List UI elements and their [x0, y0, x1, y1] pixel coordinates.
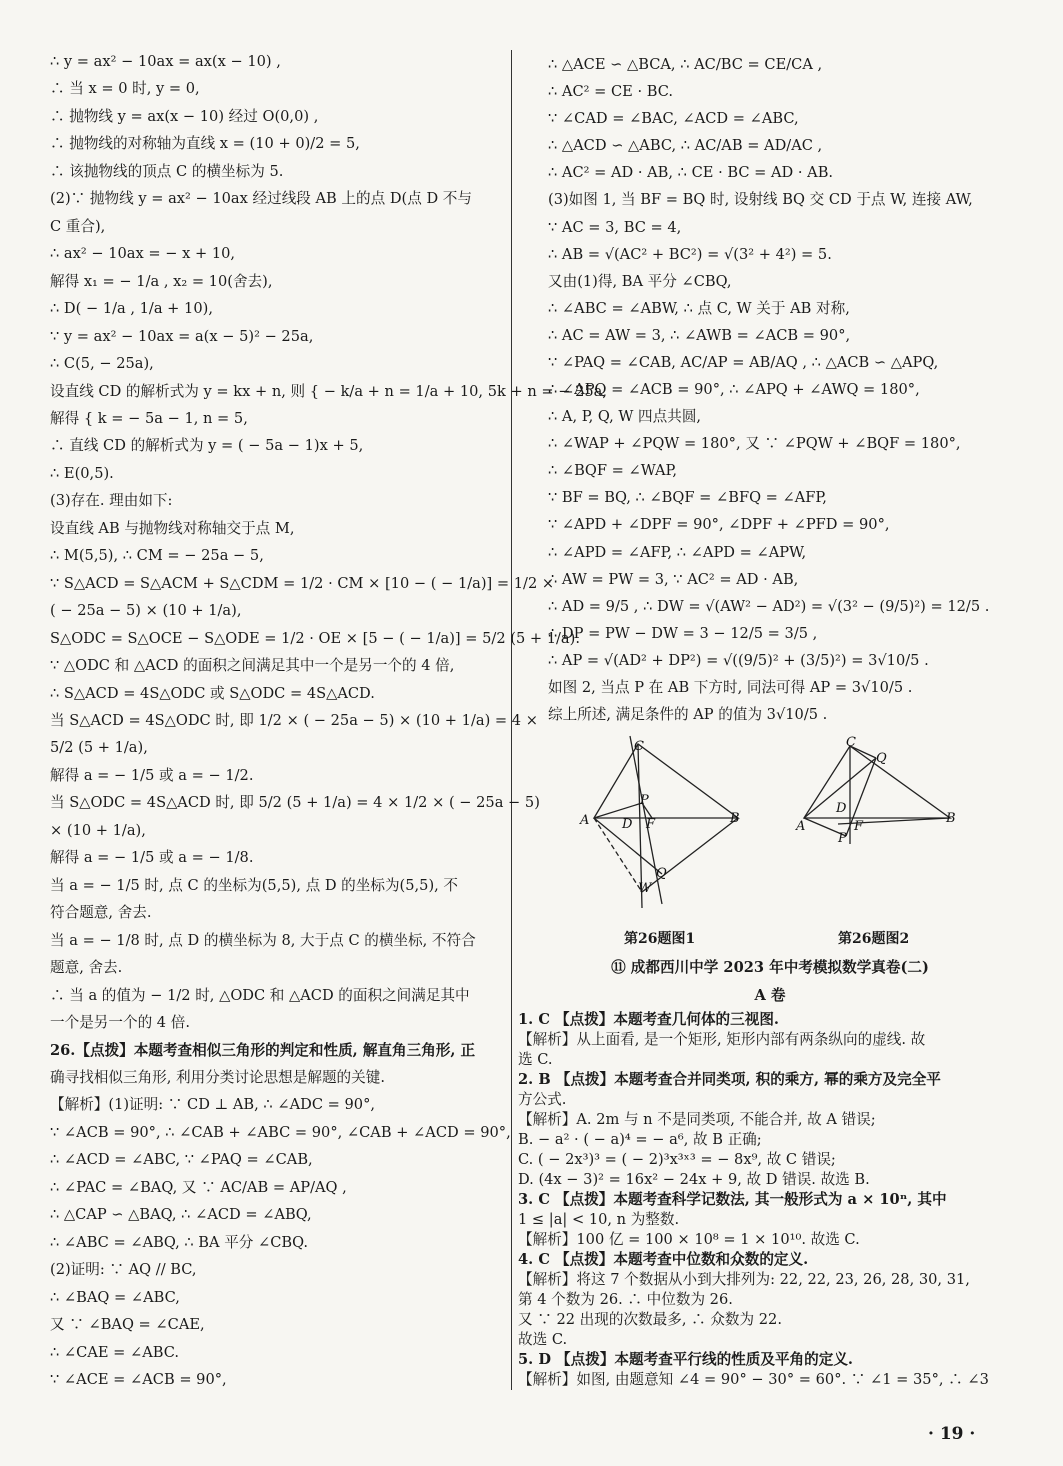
- text-line: ∴ △CAP ∽ △BAQ, ∴ ∠ACD = ∠ABQ,: [50, 1206, 312, 1224]
- text-line: 第 4 个数为 26. ∴ 中位数为 26.: [518, 1291, 733, 1308]
- text-line: ∴ AP = √(AD² + DP²) = √((9/5)² + (3/5)²) = 3√10/5 .: [548, 651, 929, 669]
- text-line: 5/2 (5 + 1/a),: [50, 739, 148, 757]
- text-line: (3)如图 1, 当 BF = BQ 时, 设射线 BQ 交 CD 于点 W, 连接 AW,: [548, 191, 973, 209]
- text-line: 综上所述, 满足条件的 AP 的值为 3√10/5 .: [548, 706, 828, 723]
- text-line: ∴ △ACD ∽ △ABC, ∴ AC/AB = AD/AC ,: [548, 137, 823, 155]
- text-line: 符合题意, 舍去.: [50, 904, 152, 922]
- text-line: 解得 { k = − 5a − 1, n = 5,: [50, 409, 248, 427]
- text-line: ∴ AC = AW = 3, ∴ ∠AWB = ∠ACB = 90°,: [548, 326, 851, 344]
- text-line: ∵ ∠CAD = ∠BAC, ∠ACD = ∠ABC,: [548, 110, 799, 128]
- text-line: ∴ 抛物线的对称轴为直线 x = (10 + 0)/2 = 5,: [50, 135, 360, 153]
- text-line: ∴ 直线 CD 的解析式为 y = ( − 5a − 1)x + 5,: [50, 437, 364, 455]
- page-number: · 19 ·: [928, 1424, 976, 1444]
- figure-26-1: [570, 732, 760, 917]
- fig2-label-a: A: [796, 819, 806, 834]
- text-line: ∴ ∠APQ = ∠ACB = 90°, ∴ ∠APQ + ∠AWQ = 180°,: [548, 381, 920, 398]
- fig2-label-b: B: [946, 811, 956, 826]
- text-line: ∴ ∠PAC = ∠BAQ, 又 ∵ AC/AB = AP/AQ ,: [50, 1178, 347, 1196]
- text-line: ∴ y = ax² − 10ax = ax(x − 10) ,: [50, 53, 281, 70]
- text-line: 4. C 【点拨】本题考查中位数和众数的定义.: [518, 1251, 809, 1268]
- text-line: 当 S△ODC = 4S△ACD 时, 即 5/2 (5 + 1/a) = 4 × 1/2 × ( − 25a − 5): [50, 794, 540, 812]
- text-line: ∴ AB = √(AC² + BC²) = √(3² + 4²) = 5.: [548, 245, 832, 263]
- text-line: 【解析】A. 2m 与 n 不是同类项, 不能合并, 故 A 错误;: [518, 1111, 876, 1128]
- text-line: C 重合),: [50, 217, 106, 235]
- text-line: 【解析】从上面看, 是一个矩形, 矩形内部有两条纵向的虚线. 故: [518, 1031, 926, 1048]
- text-line: 【解析】100 亿 = 100 × 10⁸ = 1 × 10¹⁰. 故选 C.: [518, 1231, 860, 1248]
- text-line: (3)存在. 理由如下:: [50, 492, 173, 510]
- figure-26-1-caption: 第26题图1: [624, 931, 696, 947]
- text-line: 1. C 【点拨】本题考查几何体的三视图.: [518, 1011, 780, 1028]
- text-line: ∴ ∠ACD = ∠ABC, ∵ ∠PAQ = ∠CAB,: [50, 1151, 313, 1169]
- text-line: ∴ ∠WAP + ∠PQW = 180°, 又 ∵ ∠PQW + ∠BQF = 180°,: [548, 435, 961, 453]
- text-line: 如图 2, 当点 P 在 AB 下方时, 同法可得 AP = 3√10/5 .: [548, 678, 913, 696]
- text-line: B. − a² · ( − a)⁴ = − a⁶, 故 B 正确;: [518, 1131, 762, 1148]
- figure-26-2-caption: 第26题图2: [838, 931, 910, 947]
- fig1-label-d: D: [622, 817, 633, 832]
- text-line: ∵ ∠ACB = 90°, ∴ ∠CAB + ∠ABC = 90°, ∠CAB + ∠ACD = 90°,: [50, 1123, 511, 1141]
- text-line: 当 S△ACD = 4S△ODC 时, 即 1/2 × ( − 25a − 5) × (10 + 1/a) = 4 ×: [50, 712, 538, 729]
- text-line: S△ODC = S△OCE − S△ODE = 1/2 · OE × [5 − ( − 1/a)] = 5/2 (5 + 1/a).: [50, 629, 580, 647]
- text-line: ∵ ∠ACE = ∠ACB = 90°,: [50, 1371, 227, 1388]
- text-line: ∴ A, P, Q, W 四点共圆,: [548, 408, 702, 426]
- text-line: ∴ 该抛物线的顶点 C 的横坐标为 5.: [50, 162, 284, 180]
- fig2-label-f: F: [854, 819, 864, 834]
- text-line: 当 a = − 1/8 时, 点 D 的横坐标为 8, 大于点 C 的横坐标, 不符合: [50, 931, 476, 949]
- fig2-label-d: D: [836, 801, 847, 816]
- fig2-label-p: P: [838, 831, 847, 846]
- text-line: ∴ ∠ABC = ∠ABW, ∴ 点 C, W 关于 AB 对称,: [548, 299, 850, 317]
- fig1-label-p: P: [640, 793, 649, 808]
- text-line: 又 ∵ ∠BAQ = ∠CAE,: [50, 1316, 205, 1334]
- text-line: 26.【点拨】本题考查相似三角形的判定和性质, 解直角三角形, 正: [50, 1041, 476, 1059]
- text-line: ∴ 当 a 的值为 − 1/2 时, △ODC 和 △ACD 的面积之间满足其中: [50, 986, 470, 1004]
- text-line: 【解析】如图, 由题意知 ∠4 = 90° − 30° = 60°. ∵ ∠1 = 35°, ∴ ∠3: [518, 1371, 989, 1388]
- text-line: (2)证明: ∵ AQ // BC,: [50, 1261, 197, 1279]
- section-title: ⑪ 成都西川中学 2023 年中考模拟数学真卷(二): [611, 959, 929, 976]
- text-line: 解得 a = − 1/5 或 a = − 1/8.: [50, 849, 254, 867]
- fig2-label-c: C: [846, 735, 856, 750]
- text-line: (2)∵ 抛物线 y = ax² − 10ax 经过线段 AB 上的点 D(点 D 不与: [50, 190, 472, 208]
- text-line: 5. D 【点拨】本题考查平行线的性质及平角的定义.: [518, 1351, 854, 1368]
- text-line: ∴ ∠BQF = ∠WAP,: [548, 462, 678, 480]
- text-line: 设直线 AB 与抛物线对称轴交于点 M,: [50, 519, 295, 537]
- section-subtitle: A 卷: [754, 987, 786, 1004]
- text-line: ∵ AC = 3, BC = 4,: [548, 218, 682, 236]
- text-line: 故选 C.: [518, 1331, 568, 1348]
- text-line: ∵ S△ACD = S△ACM + S△CDM = 1/2 · CM × [10 − ( − 1/a)] = 1/2 ×: [50, 574, 555, 592]
- text-line: × (10 + 1/a),: [50, 821, 146, 839]
- text-line: ∴ DP = PW − DW = 3 − 12/5 = 3/5 ,: [548, 624, 818, 642]
- text-line: 3. C 【点拨】本题考查科学记数法, 其一般形式为 a × 10ⁿ, 其中: [518, 1191, 947, 1208]
- fig1-label-a: A: [580, 813, 590, 828]
- text-line: 题意, 舍去.: [50, 959, 123, 977]
- text-line: 方公式.: [518, 1091, 567, 1108]
- text-line: D. (4x − 3)² = 16x² − 24x + 9, 故 D 错误. 故选 B.: [518, 1171, 870, 1188]
- text-line: ∴ 抛物线 y = ax(x − 10) 经过 O(0,0) ,: [50, 107, 319, 125]
- text-line: ∴ C(5, − 25a),: [50, 355, 154, 373]
- text-line: 又由(1)得, BA 平分 ∠CBQ,: [548, 272, 732, 290]
- text-line: ∴ AC² = AD · AB, ∴ CE · BC = AD · AB.: [548, 164, 834, 182]
- text-line: ∵ BF = BQ, ∴ ∠BQF = ∠BFQ = ∠AFP,: [548, 489, 827, 507]
- text-line: ∴ ∠ABC = ∠ABQ, ∴ BA 平分 ∠CBQ.: [50, 1233, 309, 1251]
- text-line: ∴ AW = PW = 3, ∵ AC² = AD · AB,: [548, 570, 799, 588]
- text-line: ∴ 当 x = 0 时, y = 0,: [50, 80, 200, 98]
- text-line: 设直线 CD 的解析式为 y = kx + n, 则 { − k/a + n = 1/a + 10, 5k + n = − 25a,: [50, 382, 608, 400]
- text-line: ∴ M(5,5), ∴ CM = − 25a − 5,: [50, 547, 264, 565]
- fig1-label-q: Q: [656, 866, 667, 881]
- text-line: ( − 25a − 5) × (10 + 1/a),: [50, 602, 242, 620]
- text-line: ∵ ∠APD + ∠DPF = 90°, ∠DPF + ∠PFD = 90°,: [548, 516, 890, 534]
- text-line: ∴ ∠APD = ∠AFP, ∴ ∠APD = ∠APW,: [548, 543, 807, 561]
- text-line: 当 a = − 1/5 时, 点 C 的坐标为(5,5), 点 D 的坐标为(5,5), 不: [50, 876, 459, 894]
- fig1-label-c: C: [634, 739, 644, 754]
- text-line: 一个是另一个的 4 倍.: [50, 1014, 190, 1032]
- text-line: 选 C.: [518, 1051, 553, 1068]
- text-line: ∵ y = ax² − 10ax = a(x − 5)² − 25a,: [50, 327, 314, 345]
- text-line: 【解析】将这 7 个数据从小到大排列为: 22, 22, 23, 26, 28, 30, 31,: [518, 1271, 970, 1288]
- text-line: ∴ AD = 9/5 , ∴ DW = √(AW² − AD²) = √(3² − (9/5)²) = 12/5 .: [548, 597, 990, 615]
- figure-26-2: [790, 732, 970, 862]
- text-line: 又 ∵ 22 出现的次数最多, ∴ 众数为 22.: [518, 1311, 782, 1328]
- fig2-label-q: Q: [876, 751, 887, 766]
- text-line: ∴ AC² = CE · BC.: [548, 83, 674, 101]
- text-line: ∴ S△ACD = 4S△ODC 或 S△ODC = 4S△ACD.: [50, 684, 375, 702]
- text-line: 解得 x₁ = − 1/a , x₂ = 10(舍去),: [50, 272, 273, 290]
- text-line: ∴ ax² − 10ax = − x + 10,: [50, 245, 236, 263]
- text-line: 确寻找相似三角形, 利用分类讨论思想是解题的关键.: [50, 1068, 385, 1086]
- text-line: ∴ △ACE ∽ △BCA, ∴ AC/BC = CE/CA ,: [548, 56, 823, 73]
- fig1-label-f: F: [646, 817, 656, 832]
- text-line: ∴ D( − 1/a , 1/a + 10),: [50, 300, 213, 318]
- text-line: 【解析】(1)证明: ∵ CD ⊥ AB, ∴ ∠ADC = 90°,: [50, 1096, 376, 1114]
- text-line: ∴ E(0,5).: [50, 464, 114, 482]
- text-line: ∵ ∠PAQ = ∠CAB, AC/AP = AB/AQ , ∴ △ACB ∽ △APQ,: [548, 353, 939, 371]
- text-line: ∴ ∠BAQ = ∠ABC,: [50, 1288, 180, 1306]
- text-line: 解得 a = − 1/5 或 a = − 1/2.: [50, 766, 254, 784]
- text-line: 1 ≤ |a| < 10, n 为整数.: [518, 1211, 680, 1228]
- text-line: ∴ ∠CAE = ∠ABC.: [50, 1343, 180, 1361]
- fig1-label-w: W: [638, 881, 652, 896]
- text-line: 2. B 【点拨】本题考查合并同类项, 积的乘方, 幂的乘方及完全平: [518, 1071, 941, 1088]
- text-line: C. ( − 2x³)³ = ( − 2)³x³ˣ³ = − 8x⁹, 故 C 错误;: [518, 1151, 836, 1168]
- fig1-label-b: B: [730, 811, 740, 826]
- text-line: ∵ △ODC 和 △ACD 的面积之间满足其中一个是另一个的 4 倍,: [50, 657, 455, 675]
